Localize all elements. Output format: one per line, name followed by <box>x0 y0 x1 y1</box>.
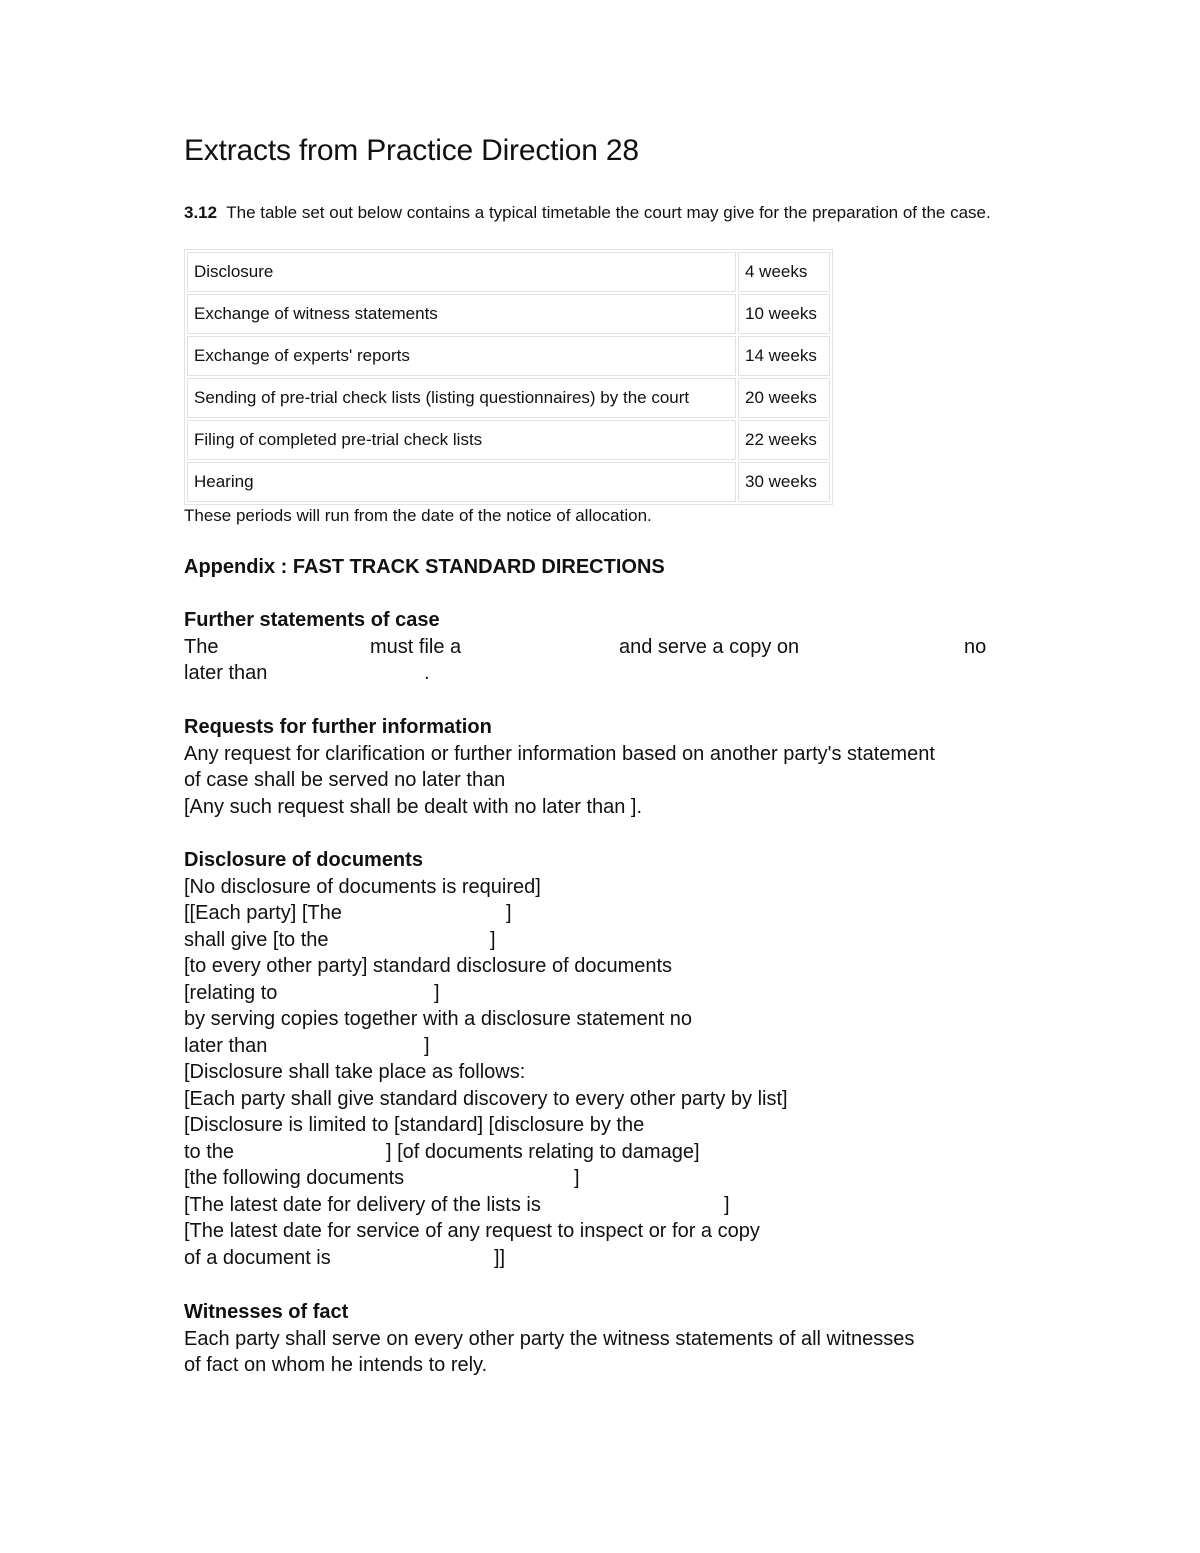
text-line <box>184 1165 1034 1192</box>
section-heading: Disclosure of documents <box>184 849 423 871</box>
text-fragment: and serve a copy on <box>619 635 800 658</box>
section-number: 3.12 <box>184 203 218 222</box>
text-line <box>184 927 1034 954</box>
text-fragment: [The latest date for delivery of the lists is <box>184 1193 541 1216</box>
text-fragment: . <box>424 662 430 684</box>
timetable-period: 30 weeks <box>738 462 830 502</box>
section-disclosure <box>184 847 1034 1271</box>
text-line: Any request for clarification or further information based on another party's statement <box>184 742 935 765</box>
text-line: by serving copies together with a disclosure statement no <box>184 1008 693 1030</box>
text-fragment: ] [of documents relating to damage] <box>386 1140 700 1163</box>
text-line <box>184 980 1034 1007</box>
section-heading: Further statements of case <box>184 609 440 631</box>
text-line <box>184 1033 1034 1060</box>
text-line: of fact on whom he intends to rely. <box>184 1354 488 1376</box>
timetable-activity: Exchange of experts' reports <box>187 336 736 376</box>
section-witnesses <box>184 1299 1034 1379</box>
page-title: Extracts from Practice Direction 28 <box>184 134 639 167</box>
section-requests <box>184 714 1034 820</box>
timetable-row <box>187 252 830 292</box>
timetable-period: 14 weeks <box>738 336 830 376</box>
text-fragment: The <box>184 635 219 658</box>
text-fragment: ] <box>424 1034 430 1057</box>
text-fragment: ] <box>574 1167 580 1189</box>
text-line <box>184 1192 1034 1219</box>
timetable-activity: Sending of pre-trial check lists (listing questionnaires) by the court <box>187 378 736 418</box>
timetable-period: 22 weeks <box>738 420 830 460</box>
timetable-period: 20 weeks <box>738 378 830 418</box>
text-fragment: later than <box>184 1034 268 1057</box>
text-fragment: ] <box>724 1193 730 1216</box>
timetable <box>184 249 833 505</box>
timetable-period: 10 weeks <box>738 294 830 334</box>
timetable-activity: Hearing <box>187 462 736 502</box>
text-fragment: ] <box>506 902 512 924</box>
text-fragment: [the following documents <box>184 1167 405 1189</box>
text-fragment: no <box>964 635 987 658</box>
text-fragment: [relating to <box>184 981 278 1004</box>
text-line: [Disclosure shall take place as follows: <box>184 1061 526 1083</box>
text-fragment: ] <box>434 981 440 1004</box>
text-line <box>184 634 1034 661</box>
text-fragment: ]] <box>494 1246 506 1269</box>
timetable-row <box>187 294 830 334</box>
text-line <box>184 660 1034 687</box>
text-line: of case shall be served no later than <box>184 769 506 791</box>
text-fragment: [[Each party] [The <box>184 902 342 924</box>
text-fragment: ] <box>490 928 496 951</box>
text-line <box>184 1245 1034 1272</box>
text-fragment: to the <box>184 1140 235 1163</box>
section-heading: Requests for further information <box>184 716 492 738</box>
intro-text: The table set out below contains a typical timetable the court may give for the preparation of the case. <box>226 203 991 222</box>
text-line: [No disclosure of documents is required] <box>184 875 541 898</box>
text-line: [to every other party] standard disclosure of documents <box>184 955 673 977</box>
timetable-activity: Disclosure <box>187 252 736 292</box>
text-line: [Each party shall give standard discovery to every other party by list] <box>184 1087 788 1110</box>
text-line <box>184 900 1034 927</box>
timetable-note: These periods will run from the date of the notice of allocation. <box>184 506 652 525</box>
timetable-row <box>187 420 830 460</box>
timetable-activity: Filing of completed pre-trial check lists <box>187 420 736 460</box>
timetable-row <box>187 378 830 418</box>
text-fragment: must file a <box>370 635 462 658</box>
intro-paragraph <box>184 200 1024 226</box>
section-heading: Witnesses of fact <box>184 1301 349 1323</box>
text-line: Each party shall serve on every other party the witness statements of all witnesses <box>184 1327 915 1350</box>
text-fragment: shall give [to the <box>184 928 329 951</box>
timetable-period: 4 weeks <box>738 252 830 292</box>
appendix-title: Appendix : FAST TRACK STANDARD DIRECTIONS <box>184 556 665 578</box>
text-line: [Any such request shall be dealt with no later than ]. <box>184 795 643 818</box>
text-line: [Disclosure is limited to [standard] [disclosure by the <box>184 1114 645 1136</box>
text-line: [The latest date for service of any request to inspect or for a copy <box>184 1220 760 1242</box>
text-fragment: of a document is <box>184 1246 331 1269</box>
text-line <box>184 1139 1034 1166</box>
text-fragment: later than <box>184 662 268 684</box>
timetable-activity: Exchange of witness statements <box>187 294 736 334</box>
timetable-row <box>187 336 830 376</box>
timetable-row <box>187 462 830 502</box>
section-further-statements <box>184 607 1034 687</box>
